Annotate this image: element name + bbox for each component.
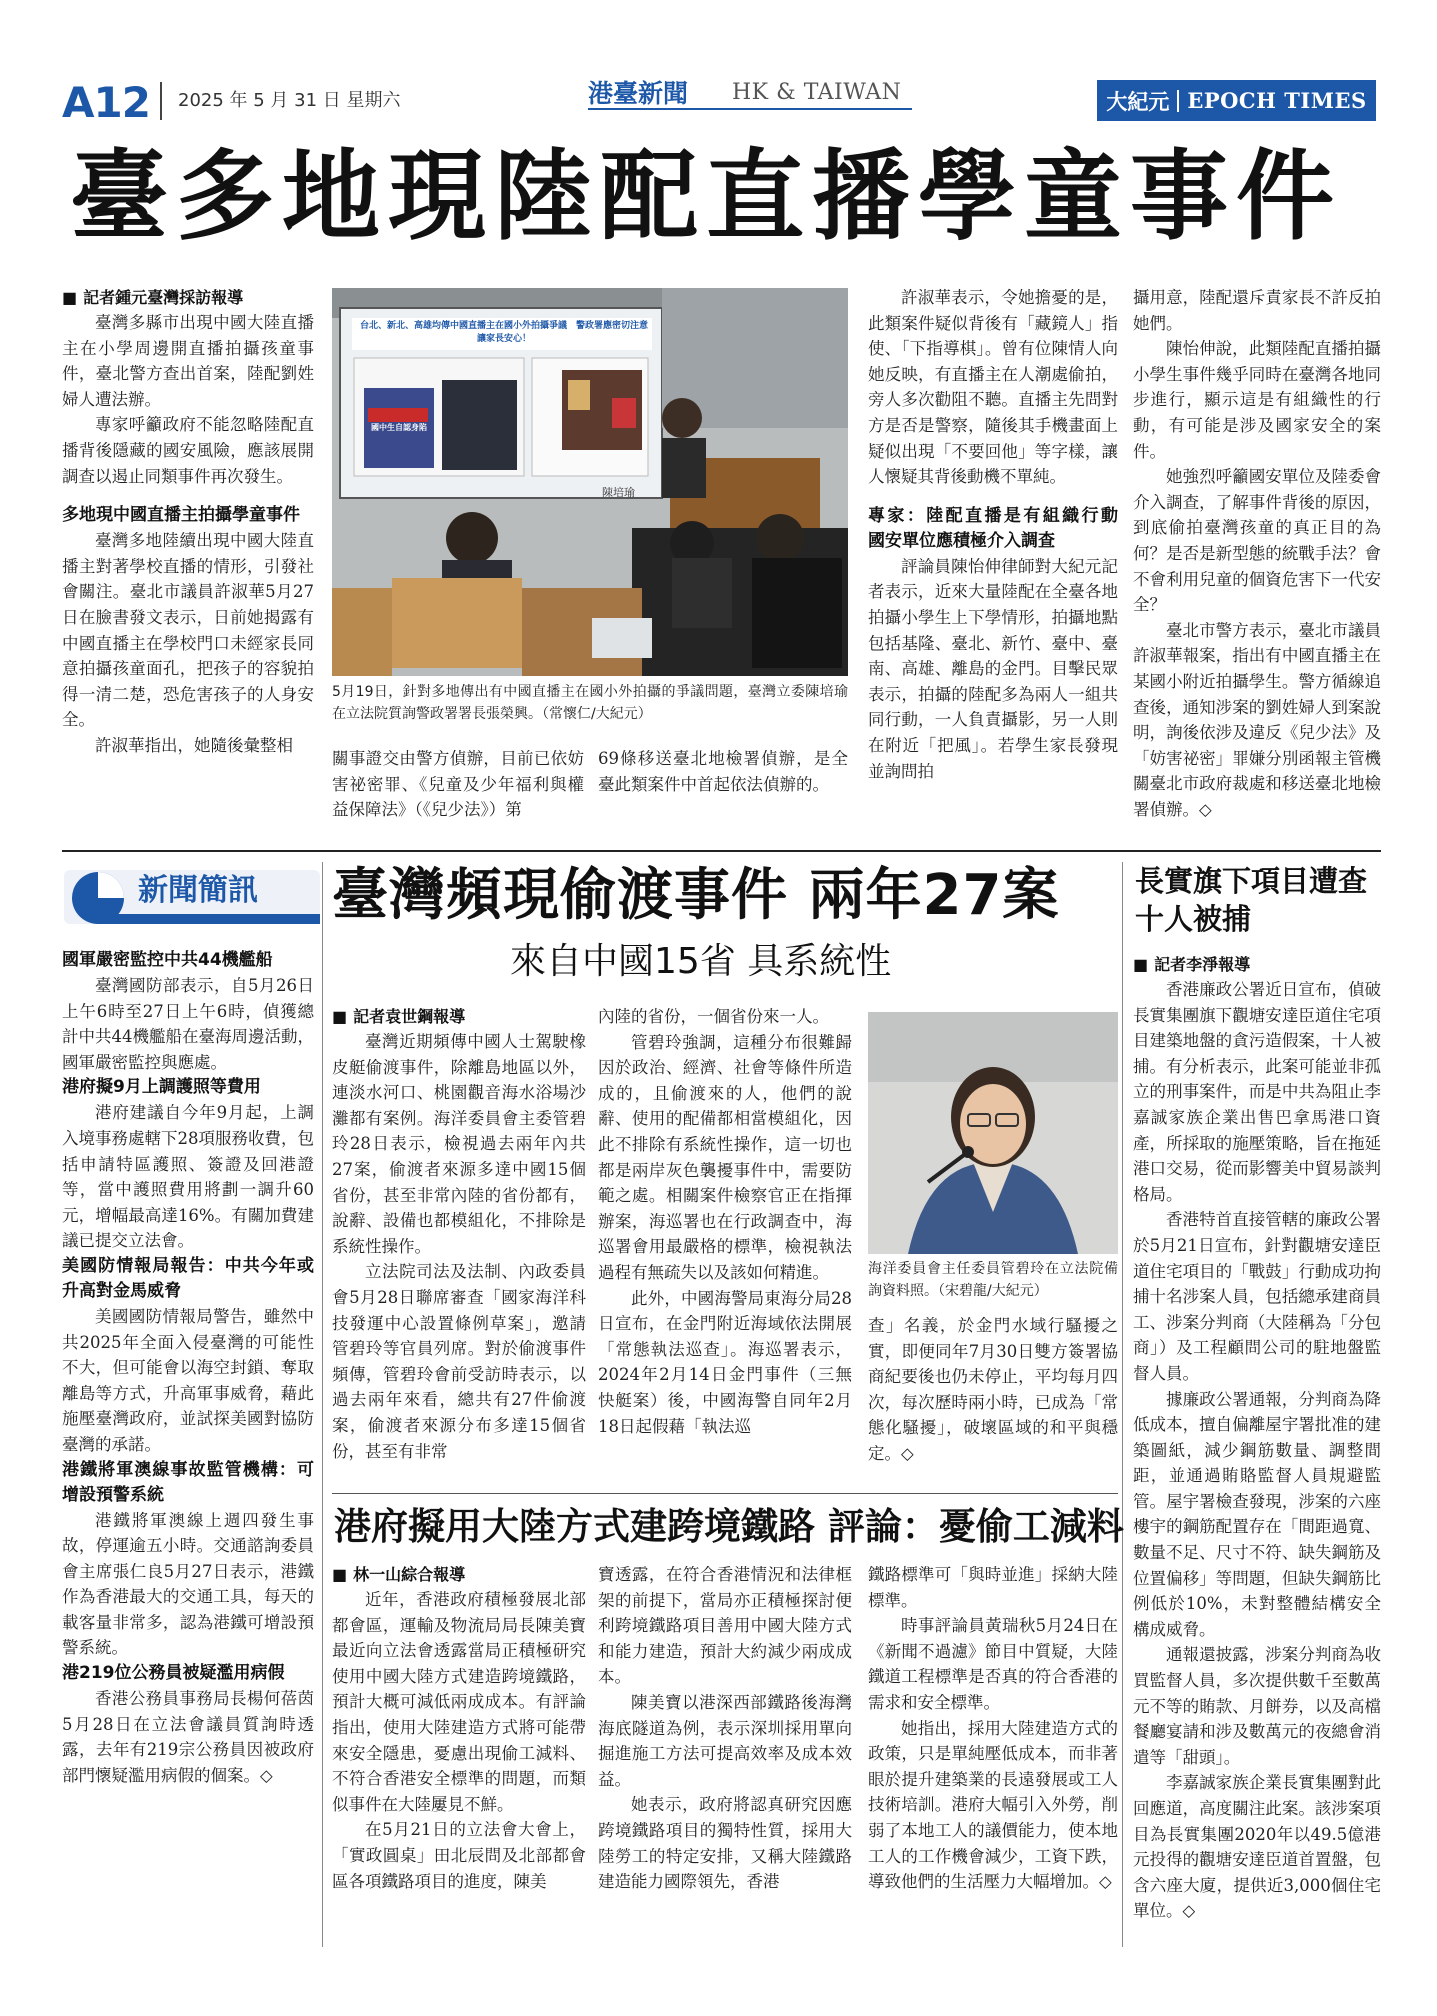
masthead-divider (1177, 90, 1179, 112)
story4-column-3 (868, 1562, 1118, 1895)
main-photo-caption: 5月19日，針對多地傳出有中國直播主在國小外拍攝的爭議問題，臺灣立委陳培瑜在立法院質詢警政署署長張榮興。（常懷仁/大紀元） (332, 684, 848, 722)
brief-item-title: 港219位公務員被疑濫用病假 (62, 1663, 285, 1684)
main-headline: 臺多地現陸配直播學童事件 (70, 140, 1343, 254)
brief-item-body: 香港公務員事務局長楊何蓓茵5月28日在立法會議員質詢時透露，去年有219宗公務員因被政府部門懷疑濫用病假的個案。 ◇ (62, 1686, 314, 1788)
brief-item-body: 美國國防情報局警告，雖然中共2025年全面入侵臺灣的可能性不大，但可能會以海空封鎖、奪取離島等方式，升高軍事威脅，藉此施壓臺灣政府，並試探美國對協防臺灣的承諾。 (62, 1306, 314, 1454)
column-rule (322, 862, 323, 1947)
portrait-illustration (868, 1012, 1118, 1254)
header-divider (160, 82, 162, 120)
main-story-column-4 (868, 285, 1135, 784)
brief-item (62, 1661, 314, 1788)
paragraph: 內陸的省份，一個省份來一人。 (598, 1007, 829, 1026)
paragraph: 她指出，採用大陸建造方式的政策，只是單純壓低成本，而非著眼於提升建築業的長遠發展或工人技術培訓。港府大幅引入外勞，削弱了本地工人的議價能力，使本地工人的工作機會減少，工資下跌，導致他們的生活壓力大幅增加。 ◇ (868, 1716, 1118, 1895)
paragraph: 攝用意，陸配還斥責家長不許反拍她們。 (1133, 288, 1381, 333)
paragraph: 許淑華表示，令她擔憂的是，此類案件疑似背後有「藏鏡人」指使、「下指導棋」。曾有位陳情人向她反映，有直播主在人潮處偷拍，旁人多次勸阻不聽。直播主先問對方是否是警察，隨後其手機畫面上疑似出現「不要回他」等字樣，讓人懷疑其背後動機不單純。 (868, 288, 1118, 487)
paragraph: 臺灣多地陸續出現中國大陸直播主對著學校直播的情形，引發社會關注。臺北市議員許淑華5月27日在臉書發文表示，日前她揭露有中國直播主在學校門口未經家長同意拍攝孩童面孔，把孩子的容貌拍得一清二楚，恐危害孩子的人身安全。 (62, 531, 314, 730)
paragraph: 立法院司法及法制、內政委員會5月28日聯席審查「國家海洋科技發運中心設置條例草案」，邀請管碧玲等官員列席。對於偷渡事件頻傳，管碧玲會前受訪時表示，以過去兩年來看，總共有27件偷渡案，偷渡者來源分布多達15個省份，甚至有非常 (332, 1262, 586, 1461)
paragraph: 查」名義，於金門水域行騷擾之實，即便同年7月30日雙方簽署協商紀要後也仍未停止，平均每月四次，每次歷時兩小時，已成為「常態化騷擾」，破壞區域的和平與穩定。 ◇ (868, 1313, 1118, 1467)
masthead-zh: 大紀元 (1106, 88, 1170, 114)
main-story-column-2: 關事證交由警方偵辦，目前已依妨害祕密罪、《兒童及少年福利與權益保障法》（《兒少法》）第 (332, 749, 584, 820)
story2-subheadline: 來自中國15省 具系統性 (510, 941, 892, 982)
column-rule (1122, 862, 1123, 1947)
paragraph: 臺北市警方表示，臺北市議員許淑華報案，指出有中國直播主在某國小附近拍攝學生。警方循線追查後，通知涉案的劉姓婦人到案說明，詢後依涉及違反《兒少法》及「妨害祕密」罪嫌分別函報主管機關臺北市政府裁處和移送臺北地檢署偵辦。 ◇ (1133, 618, 1381, 823)
paragraph: 陳美寶以港深西部鐵路後海灣海底隧道為例，表示深圳採用單向掘進施工方法可提高效率及成本效益。 (598, 1692, 852, 1789)
story2-byline: ■ 記者袁世鋼報導 (332, 1004, 586, 1029)
paragraph: 她表示，政府將認真研究因應跨境鐵路項目的獨特性質，採用大陸勞工的特定安排，又稱大陸鐵路建造能力國際領先，香港 (598, 1795, 852, 1892)
news-brief-banner (64, 866, 320, 930)
paragraph: 李嘉誠家族企業長實集團對此回應道，高度關注此案。該涉案項目為長實集團2020年以49.5億港元投得的觀塘安達臣道首置盤，包含六座大廈，提供近3,000個住宅單位。 ◇ (1133, 1770, 1381, 1924)
paragraph: 據廉政公署通報，分判商為降低成本，擅自偏離屋宇署批准的建築圖紙，減少鋼筋數量、調整間距，並通過賄賂監督人員規避監管。屋宇署檢查發現，涉案的六座樓宇的鋼筋配置存在「間距過寬、數量不足、尺寸不符、缺失鋼筋及位置偏移」等問題，但缺失鋼筋比例低於10%，未對整體結構安全構成威脅。 (1133, 1389, 1381, 1639)
paragraph: 陳怡伸說，此類陸配直播拍攝小學生事件幾乎同時在臺灣各地同步進行，顯示這是有組織性的行動，有可能是涉及國家安全的案件。 (1133, 339, 1381, 461)
name-tag: 陳培瑜 (602, 486, 635, 499)
masthead-en: EPOCH TIMES (1187, 88, 1367, 113)
section-divider (62, 850, 1381, 852)
main-subhead-1: 多地現中國直播主拍攝學童事件 (62, 505, 300, 526)
paragraph: 時事評論員黃瑞秋5月24日在《新聞不過濾》節目中質疑，大陸鐵道工程標準是否真的符合香港的需求和安全標準。 (868, 1616, 1118, 1712)
main-story-column-1 (62, 285, 314, 759)
hearing-photo-illustration (332, 288, 848, 676)
brief-item-title: 港鐵將軍澳線事故監管機構：可增設預警系統 (62, 1459, 314, 1505)
legislature-hearing-photo (332, 288, 848, 676)
paragraph: 此外，中國海警局東海分局28日宣布，在金門附近海域依法開展「常態執法巡查」。海巡署表示，2024年2月14日金門事件（三無快艇案）後，中國海警自同年2月18日起假藉「執法巡 (598, 1288, 852, 1436)
story2-headline: 臺灣頻現偷渡事件 兩年27案 (332, 863, 1060, 928)
page-number: A12 (62, 78, 150, 127)
section-underline (588, 108, 912, 110)
brief-item (62, 1458, 314, 1662)
section-name-en: HK & TAIWAN (732, 80, 902, 105)
official-portrait-photo (868, 1012, 1118, 1254)
brief-item (62, 948, 314, 1075)
screen-title-text: 台北、新北、高雄均傳中國直播主在國小外拍攝爭議 警政署應密切注意讓家長安心！ (359, 321, 648, 344)
paragraph: 鐵路標準可「與時並進」採納大陸標準。 (868, 1565, 1118, 1610)
paragraph: 寶透露，在符合香港情況和法律框架的前提下，當局亦正積極探討便利跨境鐵路項目善用中國大陸方式和能力建造，預計大約減少兩成成本。 (598, 1565, 852, 1687)
main-byline: ■ 記者鍾元臺灣採訪報導 (62, 285, 314, 310)
paragraph: 近年，香港政府積極發展北部都會區，運輸及物流局局長陳美寶最近向立法會透露當局正積極研究使用中國大陸方式建造跨境鐵路，預計大概可減低兩成成本。有評論指出，使用大陸建造方式將可能帶來安全隱患，憂慮出現偷工減料、不符合香港安全標準的問題，而類似事件在大陸屢見不鮮。 (332, 1590, 586, 1814)
story3-headline: 長實旗下項目遭查 十人被捕 (1135, 864, 1397, 936)
story3-column (1133, 952, 1381, 1924)
issue-date: 2025 年 5 月 31 日 星期六 (178, 90, 401, 111)
main-story-column-3: 69條移送臺北地檢署偵辦，是全臺此類案件中首起依法偵辦的。 (598, 749, 848, 794)
brief-item-title: 港府擬9月上調護照等費用 (62, 1077, 261, 1098)
story2-column-3 (868, 1313, 1118, 1467)
brief-item-title: 美國防情報局報告：中共今年或升高對金馬威脅 (62, 1255, 314, 1301)
portrait-caption: 海洋委員會主任委員管碧玲在立法院備詢資料照。（宋碧龍/大紀元） (868, 1261, 1118, 1299)
epoch-times-logo (1097, 80, 1376, 121)
brief-item-title: 國軍嚴密監控中共44機艦船 (62, 950, 273, 970)
paragraph: 專家呼籲政府不能忽略陸配直播背後隱藏的國安風險，應該展開調查以遏止同類事件再次發生。 (62, 415, 314, 486)
paragraph: 在5月21日的立法會大會上，「實政圓桌」田北辰問及北部都會區各項鐵路項目的進度，陳美 (332, 1820, 586, 1891)
story3-byline: ■ 記者李淨報導 (1133, 952, 1381, 977)
paragraph: 臺灣近期頻傳中國人士駕駛橡皮艇偷渡事件，除離島地區以外，連淡水河口、桃園觀音海水浴場沙灘都有案例。海洋委員會主委管碧玲28日表示，檢視過去兩年內共27案，偷渡者來源多達中國15個省份，甚至非常內陸的省份都有，說辭、設備也都模組化，不排除是系統性操作。 (332, 1032, 586, 1256)
story-divider (332, 1493, 1118, 1494)
main-story-column-5 (1133, 285, 1381, 822)
section-name-zh: 港臺新聞 (588, 79, 689, 108)
story4-headline: 港府擬用大陸方式建跨境鐵路 評論：憂偷工減料 (334, 1505, 1124, 1548)
story4-column-1 (332, 1562, 586, 1894)
paragraph: 評論員陳怡伸律師對大紀元記者表示，近來大量陸配在全臺各地拍攝小學生上下學情形，拍攝地點包括基隆、臺北、新竹、臺中、臺南、高雄、離島的金門。目擊民眾表示，拍攝的陸配多為兩人一組共同行動，一人負責攝影，另一人則在附近「把風」。若學生家長發現並詢問拍 (868, 556, 1118, 781)
story2-column-2 (598, 1004, 852, 1439)
screen-poster-text: 國中生自認身陷 (371, 423, 427, 432)
news-brief-title: 新聞簡訊 (138, 873, 258, 908)
brief-item (62, 1075, 314, 1254)
paragraph: 香港特首直接管轄的廉政公署於5月21日宣布，針對觀塘安達臣道住宅項目的「戰鼓」行動成功拘捕十名涉案人員，包括總承建商員工、涉案分判商（大陸稱為「分包商」）及工程顧問公司的駐地盤監督人員。 (1133, 1210, 1381, 1383)
brief-item-body: 臺灣國防部表示，自5月26日上午6時至27日上午6時，偵獲總計中共44機艦船在臺海周邊活動，國軍嚴密監控與應處。 (62, 976, 314, 1072)
news-brief-list (62, 948, 314, 1788)
brief-item-body: 港府建議自今年9月起，上調入境事務處轄下28項服務收費，包括申請特區護照、簽證及回港證等，當中護照費用將劃一調升60元，增幅最高達16%。有關加費建議已提交立法會。 (62, 1103, 314, 1251)
paragraph: 通報還披露，涉案分判商為收買監督人員，多次提供數千至數萬元不等的賄款、月餅券，以及高檔餐廳宴請和涉及數萬元的夜總會消遣等「甜頭」。 (1133, 1645, 1381, 1767)
paragraph: 許淑華指出，她隨後彙整相 (95, 735, 293, 755)
paragraph: 管碧玲強調，這種分布很難歸因於政治、經濟、社會等條件所造成的，且偷渡來的人，他們的說辭、使用的配備都相當模組化，因此不排除有系統性操作，這一切也都是兩岸灰色襲擾事件中，需要防範之處。相關案件檢察官正在指揮辦案，海巡署也在行政調查中，海巡署會用最嚴格的標準，檢視執法過程有無疏失以及該如何精進。 (598, 1032, 852, 1282)
main-subhead-2: 專家：陸配直播是有組織行動 國安單位應積極介入調查 (868, 505, 1135, 551)
story4-byline: ■ 林一山綜合報導 (332, 1562, 586, 1587)
paragraph: 臺灣多縣市出現中國大陸直播主在小學周邊開直播拍攝孩童事件，臺北警方查出首案，陸配劉姓婦人遭法辦。 (62, 313, 314, 409)
story2-column-1 (332, 1004, 586, 1464)
brief-item-body: 港鐵將軍澳線上週四發生事故，停運逾五小時。交通諮詢委員會主席張仁良5月27日表示，港鐵作為香港最大的交通工具，每天的載客量非常多，認為港鐵可增設預警系統。 (62, 1510, 314, 1658)
brief-item (62, 1254, 314, 1458)
story4-column-2 (598, 1562, 852, 1895)
paragraph: 她強烈呼籲國安單位及陸委會介入調查，了解事件背後的原因，到底偷拍臺灣孩童的真正目的為何？是否是新型態的統戰手法？會不會利用兒童的個資危害下一代安全？ (1133, 467, 1381, 615)
paragraph: 香港廉政公署近日宣布，偵破長實集團旗下觀塘安達臣道住宅項目建築地盤的貪污造假案，十人被捕。有分析表示，此案可能並非孤立的刑事案件，而是中共為阻止李嘉誠家族企業出售巴拿馬港口資產，所採取的施壓策略，旨在拖延港口交易，從而影響美中貿易談判格局。 (1133, 980, 1381, 1204)
